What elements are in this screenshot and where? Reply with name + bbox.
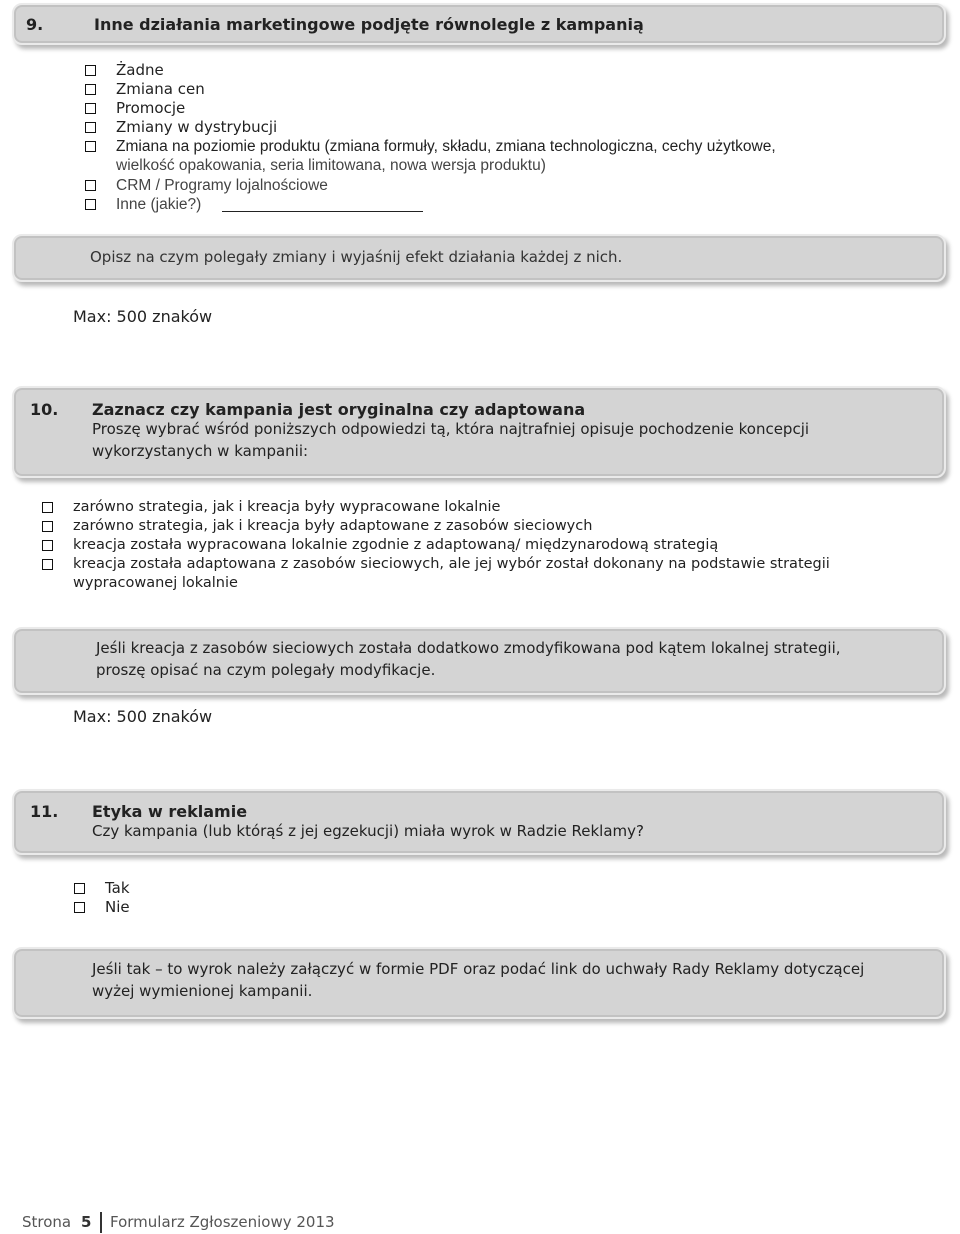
footer-page-number: 5 <box>81 1213 92 1231</box>
followup-text: Jeśli kreacja z zasobów sieciowych została dodatkowo zmodyfikowana pod kątem lokalnej strategii, <box>96 639 841 657</box>
checkbox-kreacja-lokalnie[interactable] <box>42 540 53 551</box>
section-10-subtitle-continued: wykorzystanych w kampanii: <box>92 442 309 460</box>
note-text-continued: wyżej wymienionej kampanii. <box>92 982 313 1000</box>
checkbox-inne[interactable] <box>85 199 96 210</box>
section-11-number: 11. <box>30 802 59 821</box>
section-11-header <box>12 789 946 855</box>
describe-prompt: Opisz na czym polegały zmiany i wyjaśnij efekt działania każdej z nich. <box>90 248 623 266</box>
checkbox-promocje[interactable] <box>85 103 96 114</box>
checkbox-nie[interactable] <box>74 902 85 913</box>
section-10-subtitle: Proszę wybrać wśród poniższych odpowiedzi tą, która najtrafniej opisuje pochodzenie koncepcji <box>92 420 810 438</box>
section-9-header <box>12 3 946 45</box>
option-label: Żadne <box>116 61 164 79</box>
checkbox-tak[interactable] <box>74 883 85 894</box>
followup-text-continued: proszę opisać na czym polegały modyfikacje. <box>96 661 436 679</box>
option-label: zarówno strategia, jak i kreacja były wypracowane lokalnie <box>73 499 501 515</box>
option-label: zarówno strategia, jak i kreacja były adaptowane z zasobów sieciowych <box>73 518 593 534</box>
checkbox-kreacja-adaptowana[interactable] <box>42 559 53 570</box>
section-11-title: Etyka w reklamie <box>92 802 248 821</box>
max-chars-label: Max: 500 znaków <box>73 707 213 726</box>
option-label-continued: wypracowanej lokalnie <box>73 575 238 591</box>
checkbox-zmiana-cen[interactable] <box>85 84 96 95</box>
checkbox-zadne[interactable] <box>85 65 96 76</box>
option-label: Tak <box>105 879 130 897</box>
section-10-number: 10. <box>30 400 59 419</box>
inne-answer-line[interactable] <box>222 211 423 212</box>
checkbox-zmiany-dystrybucji[interactable] <box>85 122 96 133</box>
footer-page-word: Strona <box>22 1213 72 1231</box>
section-10-followup-box <box>12 627 946 695</box>
option-label-continued: wielkość opakowania, seria limitowana, nowa wersja produktu) <box>116 157 546 174</box>
option-label: Zmiany w dystrybucji <box>116 118 278 136</box>
section-10-title: Zaznacz czy kampania jest oryginalna czy adaptowana <box>92 400 586 419</box>
checkbox-lokalnie[interactable] <box>42 502 53 513</box>
option-label: Zmiana na poziomie produktu (zmiana formuły, składu, zmiana technologiczna, cechy użytkowe, <box>116 138 776 155</box>
checkbox-adaptowane[interactable] <box>42 521 53 532</box>
option-label: Nie <box>105 898 130 916</box>
footer-form-title: Formularz Zgłoszeniowy 2013 <box>110 1213 335 1231</box>
footer-separator <box>100 1212 102 1233</box>
section-10-header <box>12 386 946 478</box>
option-label: CRM / Programy lojalnościowe <box>116 177 328 194</box>
option-label: kreacja została wypracowana lokalnie zgodnie z adaptowaną/ międzynarodową strategią <box>73 537 719 553</box>
section-11-note-box <box>12 947 946 1019</box>
section-9-describe-box <box>12 234 946 282</box>
note-text: Jeśli tak – to wyrok należy załączyć w formie PDF oraz podać link do uchwały Rady Reklamy dotyczącej <box>92 960 865 978</box>
section-9-title: Inne działania marketingowe podjęte równolegle z kampanią <box>94 15 644 34</box>
section-9-number: 9. <box>26 15 44 34</box>
option-label: Inne (jakie?) <box>116 196 202 213</box>
checkbox-zmiana-produktu[interactable] <box>85 141 96 152</box>
max-chars-label: Max: 500 znaków <box>73 307 213 326</box>
option-label: Promocje <box>116 99 186 117</box>
option-label: kreacja została adaptowana z zasobów sieciowych, ale jej wybór został dokonany na podstawie strategii <box>73 556 830 572</box>
section-11-question: Czy kampania (lub którąś z jej egzekucji) miała wyrok w Radzie Reklamy? <box>92 822 644 840</box>
option-label: Zmiana cen <box>116 80 205 98</box>
checkbox-crm[interactable] <box>85 180 96 191</box>
